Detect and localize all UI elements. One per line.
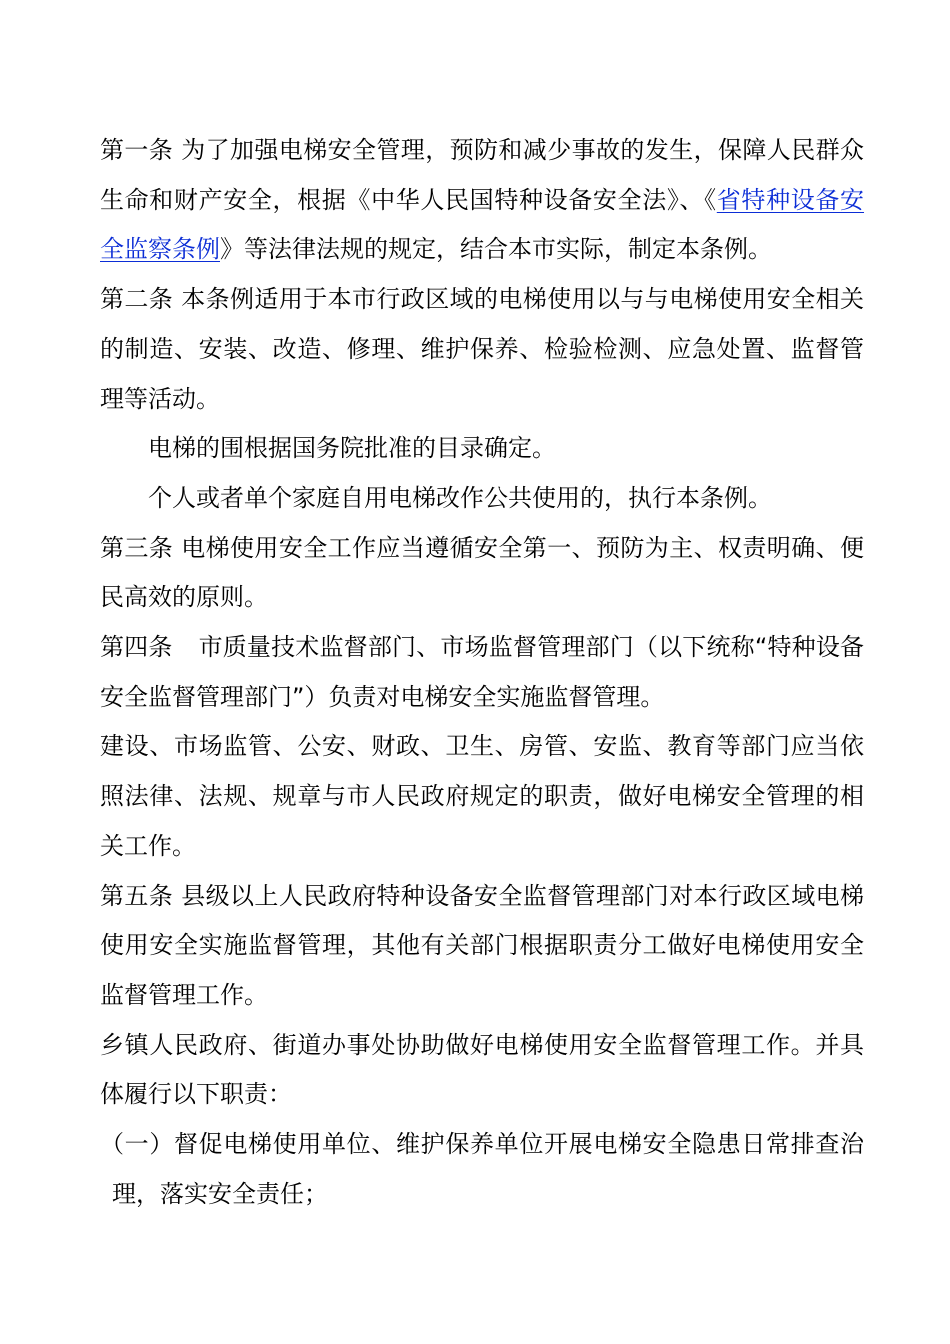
- article-1: [100, 126, 864, 275]
- article-2: 第二条 本条例适用于本市行政区域的电梯使用以与与电梯使用安全相关的制造、安装、改造、修理、维护保养、检验检测、应急处置、监督管理等活动。: [100, 285, 864, 413]
- article-4-text: 市质量技术监督部门、市场监督管理部门（以下统称“特种设备安全监督管理部门”）负责对电梯安全实施监督管理。: [100, 633, 865, 711]
- document-page: [100, 126, 864, 1219]
- regulation-link[interactable]: 省特种设备安全监察条例: [100, 185, 865, 264]
- article-1-text-before-link: 第一条 为了加强电梯安全管理，预防和减少事故的发生，保障人民群众生命和财产安全，根据《中华人民国特种设备安全法》、《: [100, 136, 864, 214]
- article-4-label: 第四条: [100, 633, 173, 662]
- article-4: [100, 623, 864, 722]
- article-5-paragraph-2: 乡镇人民政府、街道办事处协助做好电梯使用安全监督管理工作。并具体履行以下职责：: [100, 1030, 864, 1109]
- article-5-item-1: （一）督促电梯使用单位、维护保养单位开展电梯安全隐患日常排查治理，落实安全责任；: [100, 1130, 864, 1208]
- article-1-text-after-link: 》等法律法规的规定，结合本市实际，制定本条例。: [220, 235, 772, 264]
- article-3: 第三条 电梯使用安全工作应当遵循安全第一、预防为主、权责明确、便民高效的原则。: [100, 533, 864, 612]
- article-2-paragraph-3: 个人或者单个家庭自用电梯改作公共使用的，执行本条例。: [148, 483, 772, 512]
- article-4-paragraph-2: 建设、市场监管、公安、财政、卫生、房管、安监、教育等部门应当依照法律、法规、规章与市人民政府规定的职责，做好电梯安全管理的相关工作。: [100, 732, 864, 860]
- article-2-paragraph-2: 电梯的围根据国务院批准的目录确定。: [148, 434, 556, 463]
- article-5: 第五条 县级以上人民政府特种设备安全监督管理部门对本行政区域电梯使用安全实施监督管理，其他有关部门根据职责分工做好电梯使用安全监督管理工作。: [100, 881, 864, 1009]
